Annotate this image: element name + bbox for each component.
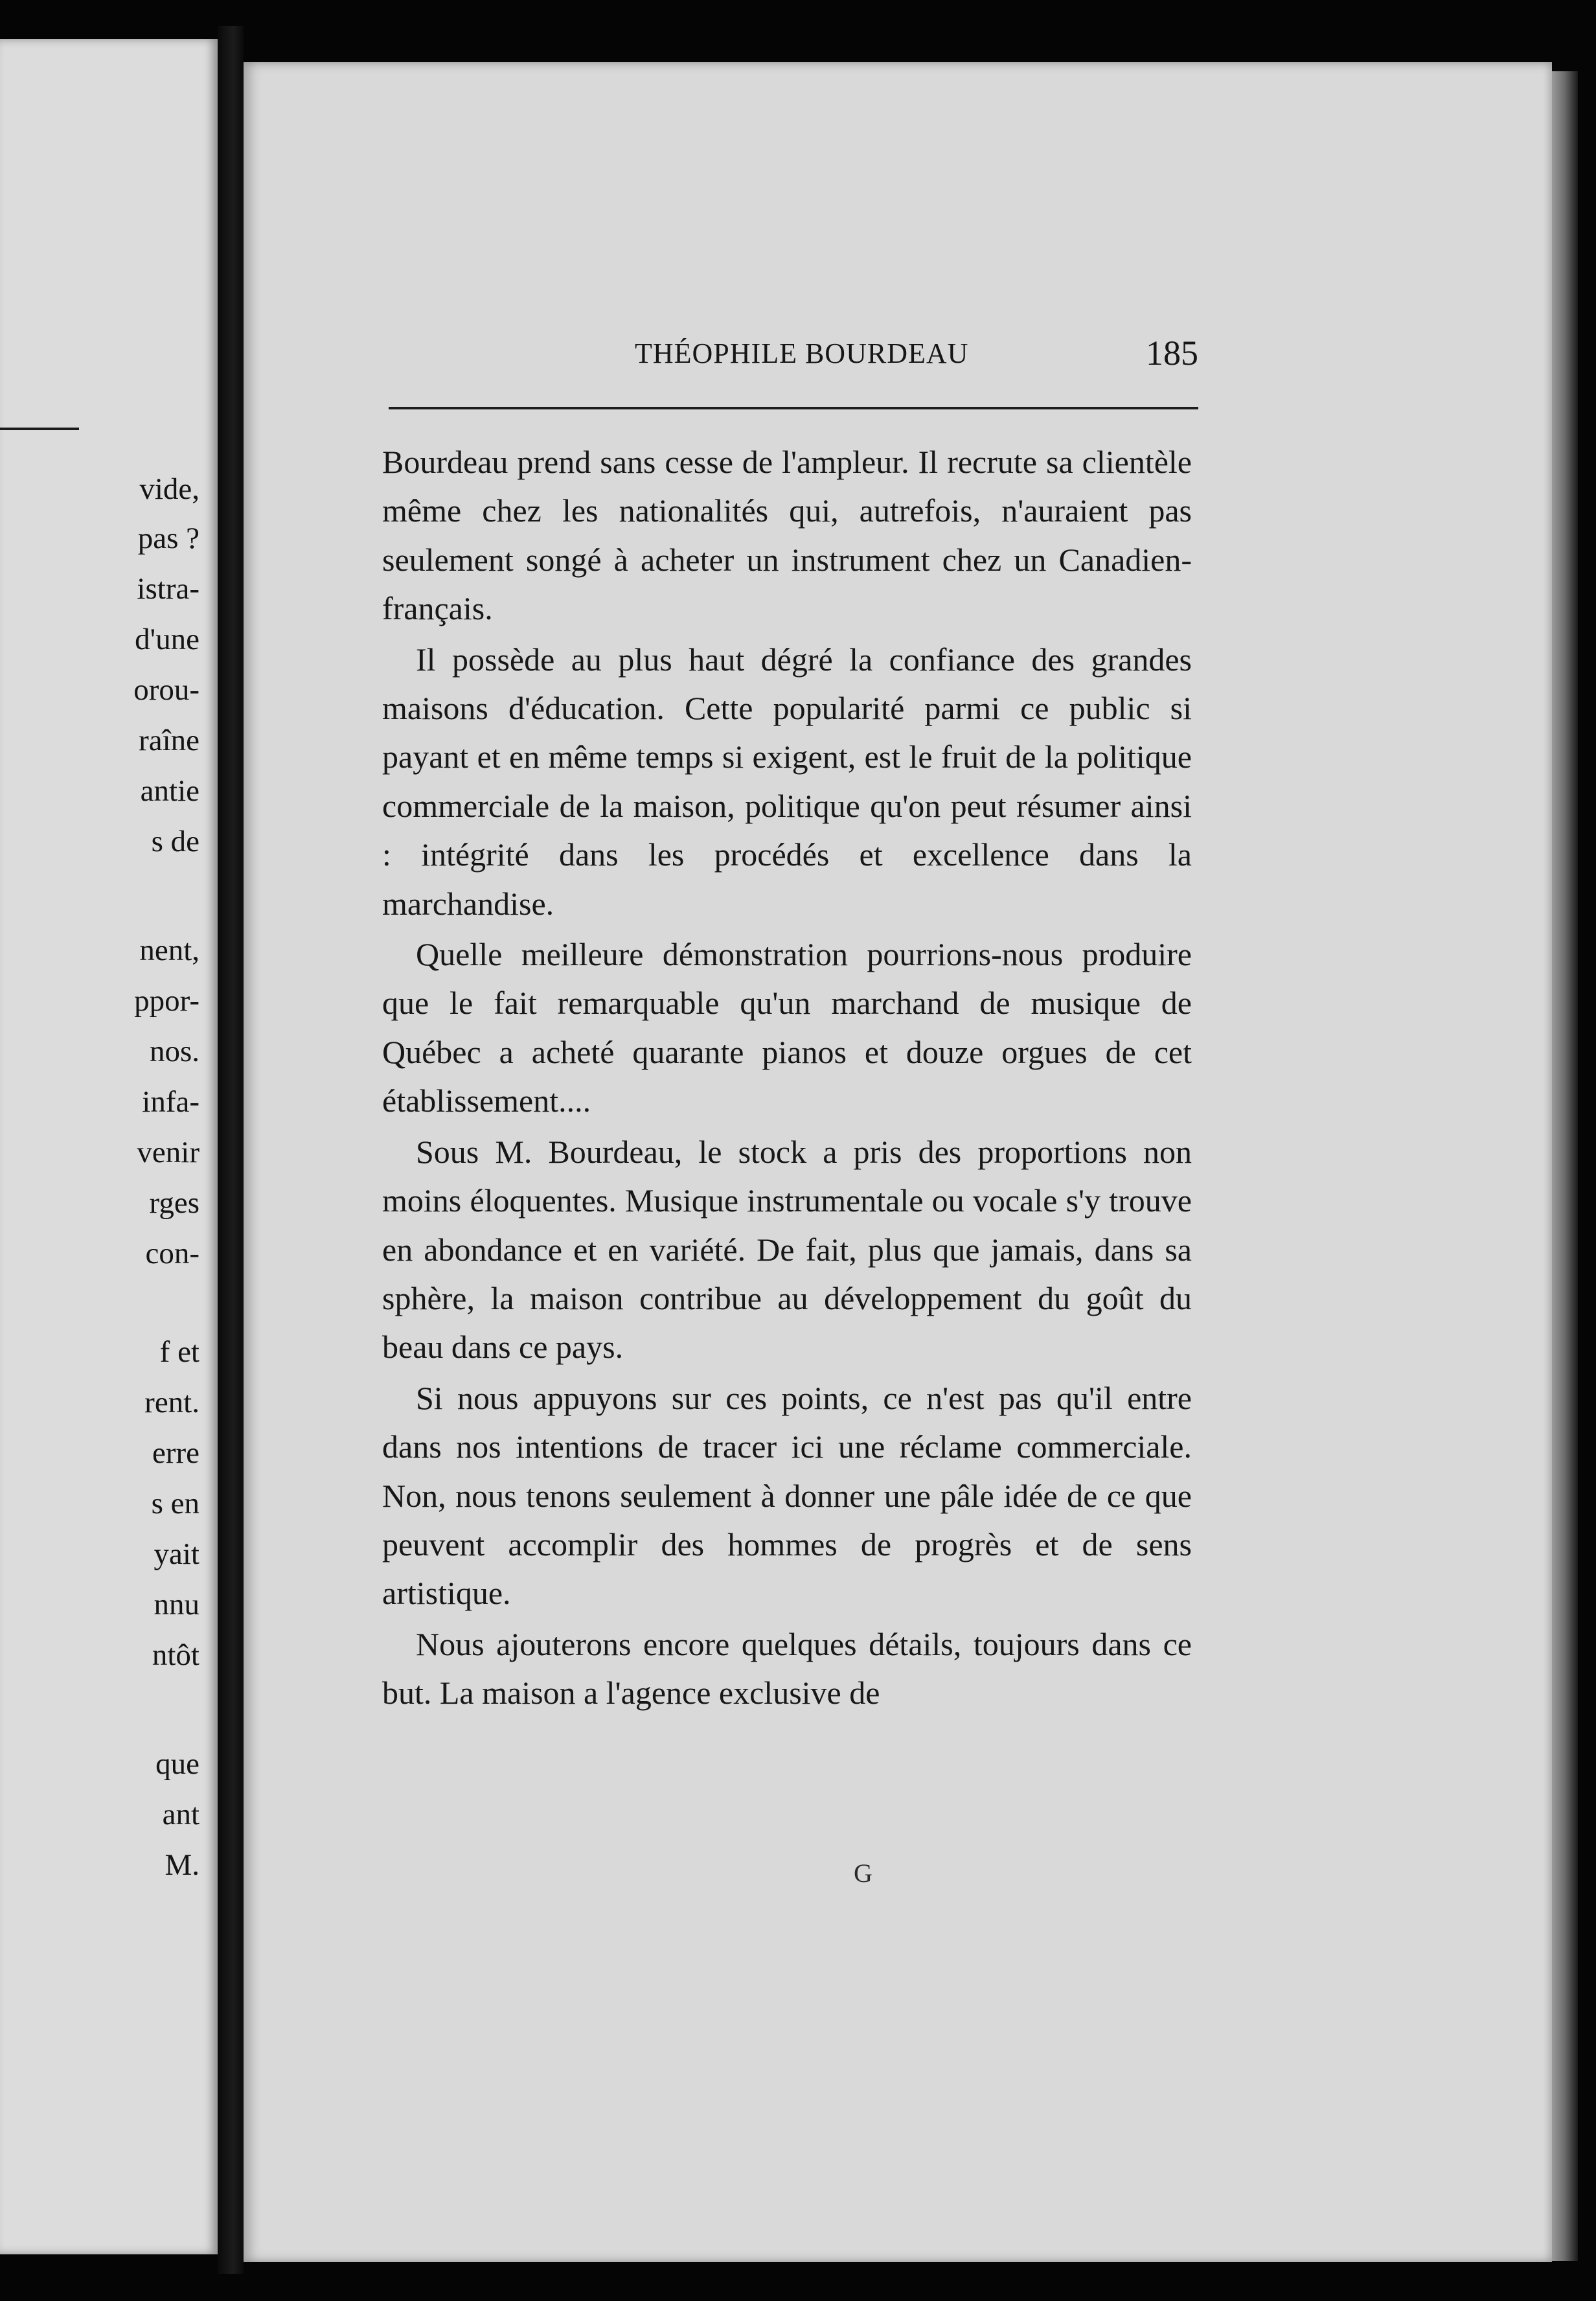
previous-page-line: s en xyxy=(151,1487,200,1520)
previous-page-line: nnu xyxy=(154,1588,200,1621)
previous-page-line: infa- xyxy=(142,1085,200,1119)
page-edge xyxy=(1552,71,1578,2261)
previous-page-line: erre xyxy=(152,1436,200,1470)
previous-page-line: nent, xyxy=(139,933,200,967)
previous-page-line: pas ? xyxy=(137,521,200,555)
previous-page-line: orou- xyxy=(133,673,200,707)
previous-page-line: ant xyxy=(162,1798,200,1831)
book-gutter xyxy=(218,26,244,2274)
paragraph: Il possède au plus haut dégré la confiance des grandes maisons d'éducation. Cette popularité parmi ce public si payant et en même temps si exigent, est le fruit de la politique commerciale de la maison, politique qu'on peut résumer ainsi : intégrité dans les procédés et excellence dans la marchandise. xyxy=(382,641,1192,922)
previous-page-line: rges xyxy=(149,1186,200,1220)
previous-page-line: que xyxy=(155,1747,200,1781)
paragraph: Quelle meilleure démonstration pourrions-nous produire que le fait remarquable qu'un marchand de musique de Québec a acheté quarante pianos et douze orgues de cet établissement.... xyxy=(382,936,1192,1119)
previous-page-line: antie xyxy=(140,774,200,808)
page-header xyxy=(389,272,1198,372)
previous-page-line: vide, xyxy=(139,472,200,506)
signature-mark: G xyxy=(854,1859,872,1888)
previous-page-line: con- xyxy=(145,1237,200,1270)
page-number: 185 xyxy=(1146,334,1198,372)
paragraph: Bourdeau prend sans cesse de l'ampleur. Il recrute sa clientèle même chez les nationalités qui, autrefois, n'auraient pas seulement songé à acheter un instrument chez un Canadien-français. xyxy=(382,444,1192,627)
paragraph: Nous ajouterons encore quelques détails, toujours dans ce but. La maison a l'agence exclusive de xyxy=(382,1625,1192,1711)
previous-page-line: venir xyxy=(137,1136,200,1169)
page-body xyxy=(382,438,1192,1720)
previous-page-line: ppor- xyxy=(134,984,200,1018)
previous-page-line: s de xyxy=(151,825,200,858)
previous-page-line: raîne xyxy=(139,724,200,757)
previous-page-line: yait xyxy=(154,1537,200,1571)
previous-page-line: nos. xyxy=(149,1035,200,1068)
previous-page xyxy=(0,39,218,2254)
previous-page-line: rent. xyxy=(144,1386,200,1419)
previous-page-rule xyxy=(0,428,79,430)
paragraph: Si nous appuyons sur ces points, ce n'est pas qu'il entre dans nos intentions de tracer ici une réclame commerciale. Non, nous tenons seulement à donner une pâle idée de ce que peuvent accomplir des hommes de progrès et de sens artistique. xyxy=(382,1379,1192,1612)
previous-page-line: istra- xyxy=(137,572,200,606)
previous-page-line: d'une xyxy=(135,623,200,656)
header-rule xyxy=(389,407,1198,409)
running-title: THÉOPHILE BOURDEAU xyxy=(635,338,969,369)
previous-page-line: f et xyxy=(159,1335,200,1369)
previous-page-line: M. xyxy=(165,1848,200,1882)
previous-page-line: ntôt xyxy=(152,1638,200,1672)
paragraph: Sous M. Bourdeau, le stock a pris des proportions non moins éloquentes. Musique instrumentale ou vocale s'y trouve en abondance et en variété. De fait, plus que jamais, dans sa sphère, la maison contribue au développement du goût du beau dans ce pays. xyxy=(382,1133,1192,1366)
